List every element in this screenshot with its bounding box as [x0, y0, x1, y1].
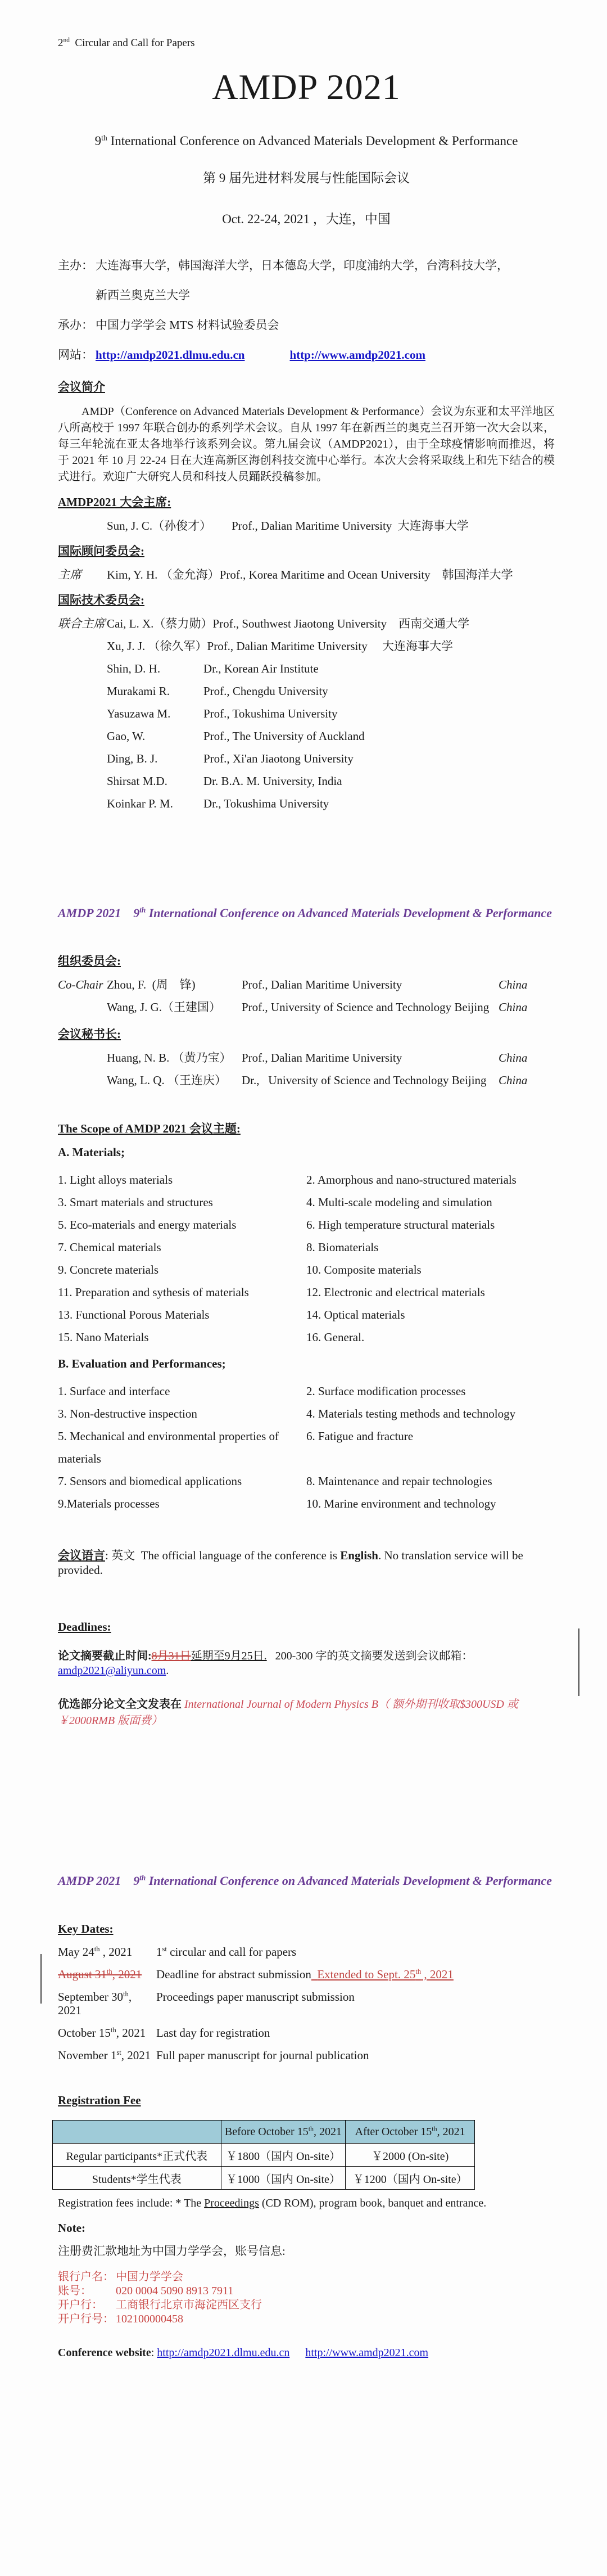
country-label: China: [499, 1000, 528, 1014]
scope-item: 16. General.: [306, 1330, 365, 1344]
change-bar: [578, 1628, 579, 1696]
fee-table-header-row: [53, 2121, 475, 2144]
circular-note: 2nd Circular and Call for Papers: [58, 37, 195, 49]
member-name: Ding, B. J.: [107, 752, 158, 765]
fee-cell: Regular participants*正式代表: [53, 2144, 221, 2167]
secretary-row: [58, 1052, 555, 1064]
scope-item-row: [58, 1281, 555, 1303]
scope-item: 6. Fatigue and fracture: [306, 1429, 414, 1443]
scope-item: 11. Preparation and sythesis of materials: [58, 1285, 249, 1299]
organizer-text: 中国力学学会 MTS 材料试验委员会: [96, 318, 279, 332]
page-header: AMDP 2021 9th International Conference on Advanced Materials Development & Performance: [58, 1873, 552, 1888]
member-name: Gao, W.: [107, 729, 146, 743]
scope-section-b-list: [58, 1380, 555, 1515]
scope-item: 5. Eco-materials and energy materials: [58, 1218, 237, 1231]
role-label: Co-Chair: [58, 978, 103, 991]
fee-table-header: Before October 15th, 2021: [221, 2121, 346, 2144]
role-label: [58, 685, 107, 698]
member-name: Wang, L. Q. （王连庆）: [107, 1073, 227, 1087]
hosts-label: 主办：: [58, 259, 93, 272]
intro-paragraph: AMDP（Conference on Advanced Materials Development & Performance）会议为东亚和太平洋地区八所高校于 1997 年联合创办的系列学术会议。自从 1997 年在新西兰的奥克兰召开第一次大会以来，每三年轮流在亚太各地举行该系列会议。第九届会议（AMDP2021），由于全球疫情影响而推迟，将于 2021 年 10 月 22-24 日在大连高新区海创科技交流中心举行。本次大会将采取线上和先下结合的模式进行。欢迎广大研究人员和科技人员踊跃投稿参加。: [58, 405, 555, 483]
website-links: [96, 340, 425, 370]
scope-item: 12. Electronic and electrical materials: [306, 1285, 485, 1299]
key-date-row: [58, 1968, 555, 1981]
deadlines-heading: Deadlines:: [58, 1620, 111, 1634]
member-name: Wang, J. G.（王建国）: [107, 1000, 221, 1014]
key-date: November 1st, 2021: [58, 2049, 151, 2062]
role-label: 主席: [58, 568, 81, 581]
technical-row: [58, 730, 555, 743]
intro-heading: 会议简介: [58, 380, 105, 394]
role-label: [58, 520, 107, 533]
key-date-row: [58, 2049, 555, 2062]
member-affiliation: Dr., Korean Air Institute: [203, 662, 319, 675]
hosts-lines: [96, 251, 509, 310]
bank-row: [58, 2270, 555, 2284]
scope-item: 6. High temperature structural materials: [306, 1218, 495, 1231]
note-text: 注册费汇款地址为中国力学学会，账号信息:: [58, 2244, 286, 2258]
new-deadline: 延期至9月25日.: [191, 1650, 267, 1662]
fees-note-proceedings: Proceedings: [204, 2197, 259, 2209]
scope-item-row: [58, 1326, 555, 1348]
key-date: May 24th , 2021: [58, 1945, 133, 1959]
key-date: September 30th, 2021: [58, 1990, 135, 2017]
scope-item: 2. Amorphous and nano-structured materials: [306, 1173, 517, 1187]
website-link-1[interactable]: http://amdp2021.dlmu.edu.cn: [96, 348, 245, 362]
member-affiliation: Prof., Xi'an Jiaotong University: [203, 752, 354, 765]
bank-label: 开户行：: [58, 2299, 103, 2311]
hosts-row: [58, 251, 555, 310]
member-affiliation: Dr., Tokushima University: [203, 797, 329, 810]
bank-info: [58, 2270, 555, 2326]
member-affiliation: Prof., Chengdu University: [203, 684, 328, 698]
language-english: English: [340, 1549, 378, 1562]
fee-cell: ￥2000 (On-site): [346, 2144, 475, 2167]
fee-cell: ￥1200（国内 On-site）: [346, 2167, 475, 2190]
fee-table-header: After October 15th, 2021: [346, 2121, 475, 2144]
conference-website-line: [58, 2347, 555, 2360]
key-date-row: [58, 1945, 555, 1959]
bank-row: [58, 2284, 555, 2298]
member-affiliation: Prof., Korea Maritime and Ocean University 韩国海洋大学: [219, 568, 513, 581]
scope-item: 7. Sensors and biomedical applications: [58, 1474, 242, 1488]
language-line: [58, 1546, 555, 1577]
key-dates-heading: Key Dates:: [58, 1922, 114, 1936]
role-label: [58, 752, 107, 765]
member-affiliation: Prof., Tokushima University: [203, 707, 338, 720]
role-label: [58, 707, 107, 720]
role-label: 联合主席: [58, 617, 105, 630]
scope-item: 1. Surface and interface: [58, 1384, 170, 1398]
scope-item: 14. Optical materials: [306, 1308, 405, 1321]
member-name: Xu, J. J. （徐久军）: [107, 639, 207, 653]
scope-item-row: [58, 1236, 555, 1258]
scope-heading: The Scope of AMDP 2021 会议主题:: [58, 1122, 241, 1135]
scope-section-b-heading: B. Evaluation and Performances;: [58, 1357, 226, 1370]
scope-item: 10. Composite materials: [306, 1263, 422, 1276]
organizer-label: 承办：: [58, 318, 93, 332]
member-name: Shirsat M.D.: [107, 774, 167, 788]
technical-row: [58, 617, 555, 630]
member-affiliation: Prof., University of Science and Technology Beijing: [242, 1000, 490, 1014]
country-label: China: [499, 1051, 528, 1064]
scope-section-a-heading: A. Materials;: [58, 1145, 125, 1159]
member-name: Zhou, F. (周 锋): [107, 978, 196, 991]
journal-line: [58, 1695, 555, 1727]
role-label: [58, 662, 107, 675]
technical-row: [58, 640, 555, 653]
website-link-2[interactable]: http://www.amdp2021.com: [289, 348, 425, 362]
bank-value: 中国力学学会: [116, 2271, 183, 2283]
role-label: [58, 797, 107, 810]
member-name: Kim, Y. H. （金允海）: [107, 568, 220, 581]
fees-note-pre: Registration fees include: * The: [58, 2197, 205, 2209]
technical-row: [58, 707, 555, 720]
scope-item: 3. Non-destructive inspection: [58, 1407, 197, 1420]
scope-item: 3. Smart materials and structures: [58, 1195, 213, 1209]
journal-name: International Journal of Modern Physics B（ 额外期刊收取$300USD 或￥2000RMB 版面费）: [58, 1698, 518, 1727]
period: .: [166, 1664, 169, 1677]
key-date-desc: Proceedings paper manuscript submission: [156, 1990, 355, 2004]
key-date-desc: Deadline for abstract submission: [156, 1968, 311, 1981]
scope-item-row: [58, 1303, 555, 1326]
member-name: Yasuzawa M.: [107, 707, 171, 720]
member-affiliation: Prof., Southwest Jiaotong University 西南交通大学: [212, 617, 470, 630]
bank-row: [58, 2312, 555, 2326]
chair-row: [58, 520, 555, 533]
conference-website-label: Conference website: [58, 2347, 151, 2359]
scope-item: 10. Marine environment and technology: [306, 1497, 496, 1510]
key-date-row: [58, 2026, 555, 2040]
technical-row: [58, 752, 555, 765]
secretary-row: [58, 1074, 555, 1087]
scope-item-row: [58, 1258, 555, 1281]
scope-item: 9. Concrete materials: [58, 1263, 159, 1276]
organizing-row: [58, 978, 555, 991]
language-label: 会议语言: [58, 1549, 105, 1562]
role-label: [58, 1074, 107, 1087]
role-label: [58, 730, 107, 743]
registration-heading: Registration Fee: [58, 2094, 141, 2107]
table-row: [53, 2144, 475, 2167]
member-name: Cai, L. X.（蔡力勋）: [107, 617, 213, 630]
language-text-pre: : 英文 The official language of the conference is: [105, 1549, 341, 1562]
scope-item: 2. Surface modification processes: [306, 1384, 466, 1398]
scope-item-row: [58, 1380, 555, 1402]
key-date-desc: Last day for registration: [156, 2026, 270, 2040]
member-name: Sun, J. C.（孙俊才）: [107, 519, 212, 533]
member-affiliation: Dr., University of Science and Technology Beijing: [242, 1073, 487, 1087]
member-affiliation: Prof., Dalian Maritime University: [242, 978, 402, 991]
key-date-old: August 31th, 2021: [58, 1968, 142, 1981]
separator: :: [151, 2347, 157, 2359]
scope-item: 13. Functional Porous Materials: [58, 1308, 210, 1321]
scope-item: 9.Materials processes: [58, 1497, 160, 1510]
subtitle-cn: 第 9 届先进材料发展与性能国际会议: [203, 171, 410, 185]
bank-label: 银行户名：: [58, 2271, 114, 2283]
organizing-row: [58, 1001, 555, 1014]
country-label: China: [499, 1073, 528, 1087]
secretary-heading: 会议秘书长:: [58, 1027, 121, 1041]
scope-item: 15. Nano Materials: [58, 1330, 149, 1344]
member-name: Koinkar P. M.: [107, 797, 173, 810]
role-label: [58, 1052, 107, 1064]
host-line: 新西兰奥克兰大学: [96, 288, 190, 302]
key-date-row: [58, 1990, 555, 2017]
member-name: Huang, N. B. （黄乃宝）: [107, 1051, 232, 1064]
journal-label: 优选部分论文全文发表在: [58, 1698, 184, 1711]
technical-row: [58, 685, 555, 698]
member-name: Shin, D. H.: [107, 662, 161, 675]
role-label: [58, 1001, 107, 1014]
chair-heading: AMDP2021 大会主席:: [58, 495, 171, 509]
host-line: 大连海事大学，韩国海洋大学，日本德岛大学，印度浦纳大学，台湾科技大学，: [96, 259, 509, 272]
language-text-post: . No translation service will be provided.: [58, 1549, 523, 1577]
organizer-row: [58, 310, 555, 340]
scope-item: 4. Multi-scale modeling and simulation: [306, 1195, 492, 1209]
fee-cell: Students*学生代表: [53, 2167, 221, 2190]
footer-link-2[interactable]: http://www.amdp2021.com: [305, 2347, 429, 2359]
change-bar: [40, 1954, 42, 2004]
bank-label: 账号：: [58, 2285, 92, 2297]
bank-row: [58, 2298, 555, 2312]
fee-table-header: [53, 2121, 221, 2144]
email-link[interactable]: amdp2021@aliyun.com: [58, 1664, 166, 1677]
technical-row: [58, 775, 555, 788]
advisory-row: [58, 569, 555, 581]
scope-item: 4. Materials testing methods and technology: [306, 1407, 516, 1420]
scope-item-row: [58, 1402, 555, 1425]
scope-item: 1. Light alloys materials: [58, 1173, 173, 1187]
footer-link-1[interactable]: http://amdp2021.dlmu.edu.cn: [157, 2347, 290, 2359]
abstract-deadline-line: [58, 1649, 555, 1678]
bank-label: 开户行号：: [58, 2313, 114, 2325]
page-header: AMDP 2021 9th International Conference on Advanced Materials Development & Performance: [58, 905, 552, 920]
extended-date: Extended to Sept. 25th , 2021: [311, 1968, 454, 1981]
key-date-desc: Full paper manuscript for journal publication: [156, 2049, 369, 2062]
note-heading: Note:: [58, 2221, 85, 2235]
registration-fee-table: [52, 2120, 475, 2190]
conference-title: AMDP 2021: [212, 67, 401, 107]
website-row: [58, 340, 555, 370]
key-date: October 15th, 2021: [58, 2026, 146, 2040]
scope-item-row: [58, 1425, 555, 1470]
website-label: 网站：: [58, 348, 93, 362]
member-affiliation: Prof., The University of Auckland: [203, 729, 365, 743]
abstract-instruction: 200-300 字的英文摘要发送到会议邮箱：: [266, 1650, 473, 1662]
scope-item: 5. Mechanical and environmental properties of materials: [58, 1429, 279, 1465]
scope-item-row: [58, 1191, 555, 1213]
technical-row: [58, 797, 555, 810]
scope-item-row: [58, 1169, 555, 1191]
deadline-dates: [152, 1650, 267, 1662]
member-affiliation: Prof., Dalian Maritime University: [242, 1051, 402, 1064]
conference-date: Oct. 22-24, 2021 ，大连，中国: [222, 212, 391, 226]
scope-item: 8. Biomaterials: [306, 1240, 379, 1254]
scope-item: 8. Maintenance and repair technologies: [306, 1474, 492, 1488]
bank-value: 020 0004 5090 8913 7911: [116, 2285, 234, 2297]
technical-heading: 国际技术委员会:: [58, 593, 144, 607]
scope-item-row: [58, 1470, 555, 1492]
scope-item-row: [58, 1492, 555, 1515]
role-label: [58, 640, 107, 653]
key-date-desc: 1st circular and call for papers: [156, 1945, 297, 1959]
fee-cell: ￥1000（国内 On-site）: [221, 2167, 346, 2190]
scope-item-row: [58, 1213, 555, 1236]
fees-include-note: [58, 2197, 555, 2210]
member-affiliation: Dr. B.A. M. University, India: [203, 774, 342, 788]
fees-note-post: (CD ROM), program book, banquet and entrance.: [259, 2197, 487, 2209]
bank-value: 102100000458: [116, 2313, 183, 2325]
abstract-deadline-label: 论文摘要截止时间:: [58, 1650, 152, 1662]
organizing-heading: 组织委员会:: [58, 954, 121, 968]
country-label: China: [499, 978, 528, 991]
advisory-heading: 国际顾问委员会:: [58, 544, 144, 558]
scope-section-a-list: [58, 1169, 555, 1348]
fee-cell: ￥1800（国内 On-site）: [221, 2144, 346, 2167]
member-affiliation: Prof., Dalian Maritime University 大连海事大学: [232, 519, 469, 533]
subtitle-en: 9th International Conference on Advanced Materials Development & Performance: [94, 133, 518, 148]
technical-row: [58, 662, 555, 675]
table-row: [53, 2167, 475, 2190]
role-label: [58, 775, 107, 788]
member-affiliation: Prof., Dalian Maritime University 大连海事大学: [207, 639, 453, 653]
old-deadline: 8月31日: [151, 1650, 191, 1662]
scope-item: 7. Chemical materials: [58, 1240, 161, 1254]
member-name: Murakami R.: [107, 684, 170, 698]
bank-value: 工商银行北京市海淀西区支行: [116, 2299, 262, 2311]
